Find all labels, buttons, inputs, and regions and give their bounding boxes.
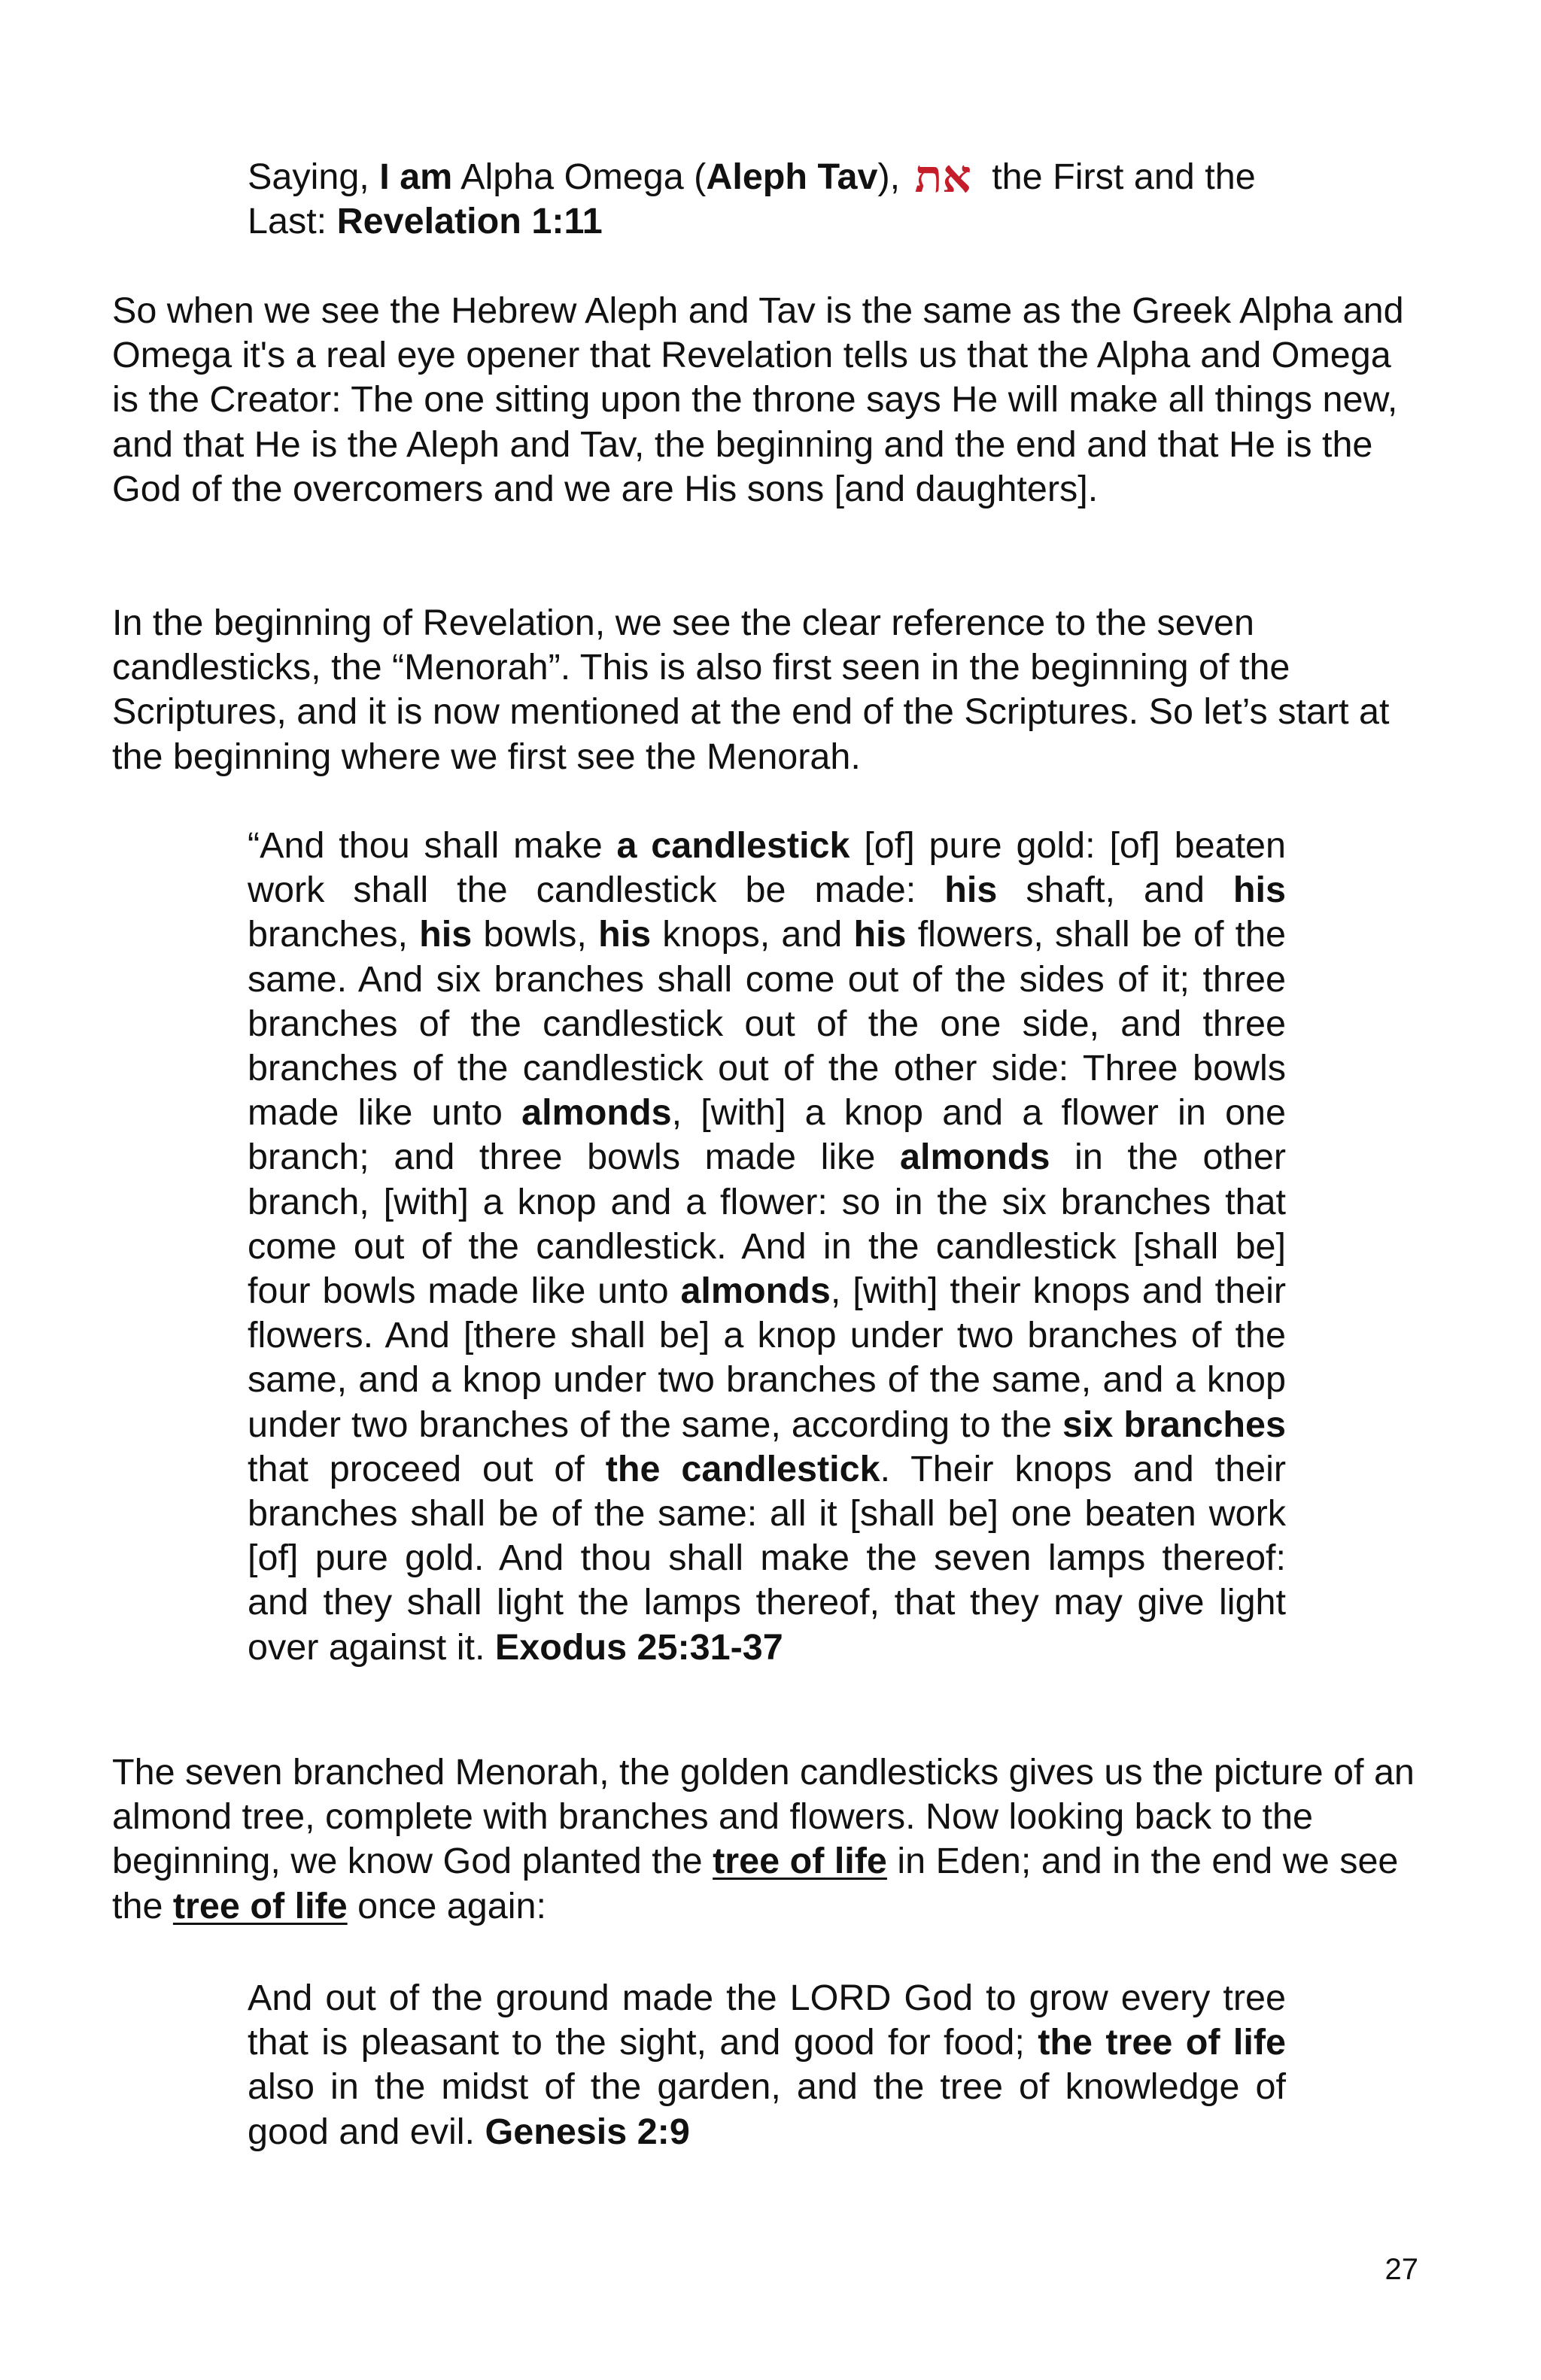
paragraph-almond-tree: The seven branched Menorah, the golden candlesticks gives us the picture of an almond tree, complete with branches and flowers. Now looking back to the beginning, we know God planted the tree of life in Eden; and in the end we see the tree of life once again:: [112, 1752, 1415, 1926]
intro-text-3: ),: [877, 156, 910, 197]
intro-bold-aleph-tav: Aleph Tav: [706, 156, 878, 197]
bold-the-tree-of-life: the tree of life: [1038, 2022, 1286, 2063]
intro-text-4: the First and the Last:: [248, 156, 1256, 242]
paragraph-menorah-intro: In the beginning of Revelation, we see the clear reference to the seven candlesticks, the “Menorah”. This is also first seen in the beginning of the Scriptures, and it is now mentioned at the end of the Scriptures. So let’s start at the beginning where we first see the Menorah.: [112, 603, 1390, 777]
bold-his: his: [1232, 870, 1286, 911]
bold-almonds: almonds: [680, 1270, 831, 1312]
paragraph-aleph-tav: So when we see the Hebrew Aleph and Tav is the same as the Greek Alpha and Omega it's a real eye opener that Revelation tells us that the Alpha and Omega is the Creator: The one sitting upon the throne says He will make all things new, and that He is the Aleph and Tav, the beginning and the end and that He is the God of the overcomers and we are His sons [and daughters].: [112, 290, 1404, 509]
bold-six-branches: six branches: [1062, 1404, 1286, 1445]
underlined-tree-of-life: tree of life: [172, 1885, 348, 1926]
exodus-reference: Exodus 25:31-37: [494, 1626, 783, 1668]
genesis-quote: And out of the ground made the LORD God to grow every tree that is pleasant to the sight, and good for food; the tree of life also in the midst of the garden, and the tree of knowledge of good and evil. Genesis 2:9: [248, 1978, 1286, 2152]
page-number: 27: [1384, 2253, 1418, 2286]
bold-the-candlestick: the candlestick: [605, 1448, 880, 1489]
bold-his: his: [598, 914, 652, 955]
aleph-tav-hebrew-glyph: את: [914, 150, 971, 203]
intro-text-2: Alpha Omega (: [452, 156, 707, 197]
genesis-reference: Genesis 2:9: [485, 2111, 690, 2152]
bold-a-candlestick: a candlestick: [616, 825, 850, 866]
intro-bold-i-am: I am: [379, 156, 453, 197]
intro-text-1: Saying,: [248, 156, 380, 197]
bold-almonds: almonds: [900, 1137, 1050, 1178]
bold-his: his: [853, 914, 907, 955]
intro-quote: [248, 150, 1286, 244]
exodus-quote: “And thou shall make a candlestick [of] pure gold: [of] beaten work shall the candlestick be made: his shaft, and his branches, his bowls, his knops, and his flowers, shall be of the same. And six branches shall come out of the sides of it; three branches of the candlestick out of the one side, and three branches of the candlestick out of the other side: Three bowls made like unto almonds, [with] a knop and a flower in one branch; and three bowls made like almonds in the other branch, [with] a knop and a flower: so in the six branches that come out of the candlestick. And in the candlestick [shall be] four bowls made like unto almonds, [with] their knops and their flowers. And [there shall be] a knop under two branches of the same, and a knop under two branches of the same, and a knop under two branches of the same, according to the six branches that proceed out of the candlestick. Their knops and their branches shall be of the same: all it [shall be] one beaten work [of] pure gold. And thou shall make the seven lamps thereof: and they shall light the lamps thereof, that they may give light over against it. Exodus 25:31-37: [248, 825, 1287, 1668]
intro-reference: Revelation 1:11: [336, 201, 603, 242]
bold-his: his: [419, 914, 473, 955]
bold-almonds: almonds: [521, 1092, 672, 1134]
underlined-tree-of-life: tree of life: [713, 1841, 887, 1882]
bold-his: his: [944, 870, 998, 911]
